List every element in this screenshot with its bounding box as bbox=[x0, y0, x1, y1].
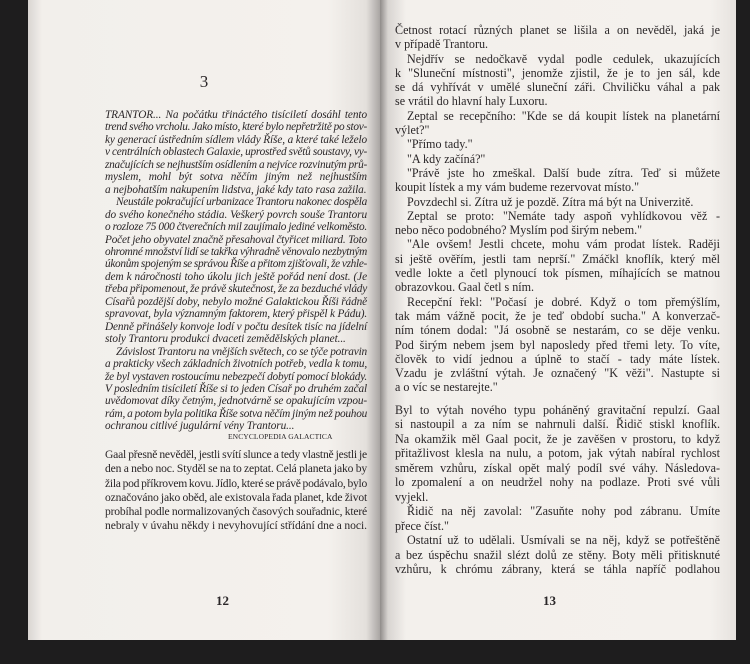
text-line bbox=[105, 171, 367, 183]
paragraph bbox=[395, 166, 720, 195]
text-line bbox=[105, 296, 367, 308]
text-line bbox=[105, 308, 367, 320]
text-line-content: Závislost Trantoru na vnějších světech, co se týče potravin bbox=[116, 345, 367, 358]
paragraph bbox=[395, 504, 720, 533]
paragraph bbox=[105, 196, 367, 345]
text-line-content: "Právě jste ho zmeškal. Další bude zítra. Teď si můžete bbox=[407, 165, 720, 180]
text-line bbox=[105, 383, 367, 395]
text-line-content: stoly Trantoru produkci dvaceti zemědělských planet... bbox=[105, 333, 346, 346]
text-line bbox=[395, 80, 720, 94]
text-line-content: v centrálních oblastech Galaxie, uprostřed světů soustavy, vy- bbox=[105, 146, 367, 159]
text-line-content: Povzdechl si. Zítra už je pozdě. Zítra má být na Univerzitě. bbox=[407, 194, 694, 209]
paragraph bbox=[395, 23, 720, 52]
quote-source: ENCYCLOPEDIA GALACTICA bbox=[228, 432, 333, 441]
text-line bbox=[105, 505, 367, 519]
text-line bbox=[105, 283, 367, 295]
text-line bbox=[395, 403, 720, 417]
text-line-content: Četnost rotací různých planet se lišila a on nevěděl, jaká je bbox=[395, 23, 720, 37]
text-line bbox=[395, 37, 720, 51]
text-line bbox=[395, 366, 720, 380]
text-line bbox=[395, 209, 720, 223]
text-line bbox=[105, 221, 367, 233]
text-line bbox=[105, 477, 367, 491]
text-line-content: Nejdřív se nedočkavě vydal podle cedulek, ukazujících bbox=[407, 51, 720, 66]
text-line bbox=[395, 323, 720, 337]
text-line bbox=[395, 123, 720, 137]
text-line-content: přece číst." bbox=[395, 518, 449, 533]
page-number: 12 bbox=[216, 593, 229, 608]
text-line bbox=[105, 246, 367, 258]
text-line bbox=[395, 446, 720, 460]
text-line bbox=[105, 196, 367, 208]
text-line bbox=[105, 271, 367, 283]
text-line bbox=[395, 137, 720, 151]
text-line-content: spravovat, byla významným faktorem, který přispěl k Pádu). bbox=[105, 308, 367, 321]
text-line-content: Zeptal se proto: "Nemáte tady aspoň vyhlídkovou věž - bbox=[407, 208, 720, 223]
page-number: 13 bbox=[543, 593, 556, 608]
text-line bbox=[395, 195, 720, 209]
paragraph bbox=[395, 152, 720, 166]
text-line bbox=[395, 109, 720, 123]
text-line-content: Neustále pokračující urbanizace Trantoru nakonec dospěla bbox=[116, 196, 367, 209]
text-line-content: dem k náročnosti toho úkolu jich ještě pořád není dost. (Je bbox=[105, 270, 367, 283]
text-line-content: myslem, mohl být sotva něčím jiným než nejhustším bbox=[105, 171, 367, 184]
text-line bbox=[395, 562, 720, 576]
text-line bbox=[395, 548, 720, 562]
text-line-content: značujících se nejhustším osídlením a nejvíce rozvinutým prů- bbox=[105, 158, 367, 171]
text-line bbox=[395, 66, 720, 80]
text-line-content: o rozloze 75 000 čtverečních mil zaujímalo jediné velkoměsto. bbox=[105, 221, 367, 234]
text-line-content: nebraly v úvahu někdy i nevyhovující střídání dne a noci. bbox=[105, 519, 367, 533]
text-line-content: lo zpomalení a on neudržel nohy na podlaze. Proti své vůli bbox=[395, 475, 720, 490]
text-line bbox=[105, 109, 367, 121]
paragraph bbox=[395, 403, 720, 504]
text-line-content: ním tónem dodal: "Já osobně se nestarám, co se děje venku. bbox=[395, 323, 720, 338]
text-line-content: Pod širým nebem jsem byl naposledy před třemi lety. To víte, bbox=[395, 337, 720, 352]
text-line bbox=[395, 380, 720, 394]
text-line bbox=[395, 417, 720, 431]
paragraph bbox=[395, 137, 720, 151]
text-line-content: uvědomovat díky četným, jednotvárně se opakujícím vzpou- bbox=[105, 395, 367, 408]
text-line-content: směrem vzhůru, získal opět malý podíl své váhy. Následova- bbox=[395, 460, 720, 475]
text-line-content: Byl to výtah nového typu poháněný gravitační repulzí. Gaal bbox=[395, 403, 720, 417]
text-line-content: v případě Trantoru. bbox=[395, 37, 489, 52]
text-line bbox=[395, 519, 720, 533]
text-line-content: rám, a potom byla politika Říše sotva něčím jiným než pouhou bbox=[105, 407, 367, 420]
text-line-content: "Ale ovšem! Jestli chcete, mohu vám prodat lístek. Raději bbox=[407, 237, 720, 252]
body-text-section-2 bbox=[395, 403, 720, 576]
text-line bbox=[105, 448, 367, 462]
text-line bbox=[395, 461, 720, 475]
text-line bbox=[395, 166, 720, 180]
paragraph bbox=[105, 346, 367, 433]
text-line bbox=[105, 121, 367, 133]
text-line bbox=[105, 358, 367, 370]
text-line bbox=[395, 352, 720, 366]
text-line bbox=[395, 309, 720, 323]
paragraph bbox=[395, 533, 720, 576]
paragraph bbox=[395, 295, 720, 395]
text-line-content: Ostatní už to udělali. Usmívali se na něj, když se potřeštěně bbox=[407, 533, 720, 548]
text-line bbox=[105, 491, 367, 505]
text-line-content: si ještě ověřím, jestli tam neprší." Zmáčkl knoflík, který měl bbox=[395, 251, 720, 266]
text-line bbox=[395, 338, 720, 352]
text-line-content: trend svého vrcholu. Jako místo, které bylo nepřetržitě po stov- bbox=[105, 121, 367, 134]
text-line bbox=[395, 237, 720, 251]
text-line bbox=[395, 295, 720, 309]
text-line bbox=[395, 533, 720, 547]
text-line-content: tak mám vážně pocit, že je teď období sucha." A konverzač- bbox=[395, 308, 720, 323]
text-line bbox=[395, 504, 720, 518]
text-line-content: se dá vyhřívát v umělé sluneční záři. Chviličku váhal a pak bbox=[395, 80, 720, 95]
text-line bbox=[105, 462, 367, 476]
text-line bbox=[105, 134, 367, 146]
text-line bbox=[105, 146, 367, 158]
text-line-content: Recepční řekl: "Počasí je dobré. Když o tom přemýšlím, bbox=[407, 294, 720, 309]
text-line bbox=[105, 234, 367, 246]
paragraph bbox=[395, 237, 720, 294]
text-line-content: "Přímo tady." bbox=[407, 137, 473, 152]
text-line-content: V posledním tisíciletí Říše si to jeden Císař po druhém začal bbox=[105, 382, 367, 395]
text-line bbox=[395, 280, 720, 294]
text-line bbox=[395, 432, 720, 446]
text-line-content: den a nebo noc. Styděl se na to zeptat. Celá planeta jako by bbox=[105, 462, 367, 476]
text-line bbox=[105, 420, 367, 432]
text-line-content: Zeptal se recepčního: "Kde se dá koupit lístek na planetární bbox=[407, 108, 720, 123]
text-line bbox=[395, 223, 720, 237]
text-line-content: do svého konečného stádia. Veškerý povrch souše Trantoru bbox=[105, 208, 367, 221]
text-line bbox=[395, 152, 720, 166]
text-line bbox=[105, 408, 367, 420]
text-line bbox=[105, 159, 367, 171]
text-line bbox=[395, 475, 720, 489]
paragraph bbox=[395, 195, 720, 209]
text-line-content: označováno jako oběd, ale existovala řada planet, kde život bbox=[105, 490, 367, 504]
text-line bbox=[105, 209, 367, 221]
text-line-content: vedle lokte a četl plynoucí tok písmen, míhajících se matnou bbox=[395, 266, 720, 281]
text-line-content: žila pod příkrovem kovu. Jídlo, které se právě podávalo, bylo bbox=[105, 476, 367, 490]
text-line-content: Na okamžik měl Gaal pocit, že je zavěšen v prostoru, to když bbox=[395, 431, 720, 446]
text-line-content: Gaal přesně nevěděl, jestli svítí slunce a tedy vlastně jestli je bbox=[105, 448, 367, 461]
text-line-content: ochranou citlivé jugulární vény Trantoru... bbox=[105, 420, 295, 433]
text-line-content: obrazovkou. Gaal četl s ním. bbox=[395, 280, 535, 295]
text-line-content: se vrátil do hlavní haly Luxoru. bbox=[395, 94, 548, 109]
text-line-content: a bez úspěchu snažil slézt dolů ze stěny. Boty měli přitisknuté bbox=[395, 547, 720, 562]
text-line-content: vyjekl. bbox=[395, 489, 429, 504]
body-text-section-1 bbox=[395, 23, 720, 395]
text-line-content: k "Sluneční místnosti", jenomže zjistil, že je to jen sál, kde bbox=[395, 65, 720, 80]
text-line-content: vzhůru, k chrómu zábrany, která se táhla napříč podlahou bbox=[395, 561, 720, 576]
text-line-content: úkonům spojeným se správou Říše a přitom zjišťovali, že vzhle- bbox=[105, 258, 367, 271]
text-line bbox=[395, 52, 720, 66]
text-line bbox=[395, 23, 720, 37]
text-line bbox=[395, 252, 720, 266]
text-line-content: Počet jeho obyvatel značně přesahoval čtyřicet miliard. Toto bbox=[105, 233, 367, 246]
body-text bbox=[105, 448, 367, 534]
text-line-content: třeba připomenout, že právě skutečnost, že za bezduché vlády bbox=[105, 283, 367, 296]
paragraph bbox=[395, 52, 720, 109]
text-line-content: ohromné množství lidí se takřka výhradně věnovalo nezbytným bbox=[105, 245, 367, 258]
text-line bbox=[105, 346, 367, 358]
left-page bbox=[28, 0, 380, 640]
text-line bbox=[105, 184, 367, 196]
paragraph bbox=[395, 209, 720, 238]
text-line bbox=[105, 371, 367, 383]
text-line-content: že byl vystaven rostoucímu nebezpečí dobytí pomocí blokády. bbox=[105, 370, 367, 383]
text-line bbox=[105, 333, 367, 345]
paragraph bbox=[395, 109, 720, 138]
text-line bbox=[395, 94, 720, 108]
text-line bbox=[105, 519, 367, 533]
text-line-content: a prakticky všech základních životních potřeb, vedla k tomu, bbox=[105, 358, 367, 371]
text-line-content: Řidič na něj zavolal: "Zasuňte nohy pod zábranu. Umíte bbox=[407, 504, 720, 519]
text-line bbox=[105, 258, 367, 270]
text-line-content: nebo něco podobného? Myslím pod širým nebem." bbox=[395, 223, 643, 238]
chapter-number: 3 bbox=[199, 72, 209, 91]
text-line bbox=[395, 180, 720, 194]
paragraph bbox=[105, 109, 367, 196]
text-line-content: si nastoupil a za ním se nahrnuli další. Řidič stiskl knoflík. bbox=[395, 417, 720, 432]
text-line-content: a o víc se nestarejte." bbox=[395, 380, 498, 395]
text-line-content: Vzadu je zvláštní výtah. Je označený "K věži". Nastupte si bbox=[395, 366, 720, 381]
right-page bbox=[380, 0, 736, 640]
text-line-content: ky generací ústředním sídlem vlády Říše, a které také leželo bbox=[105, 133, 367, 146]
text-line-content: "A kdy začíná?" bbox=[407, 151, 486, 166]
text-line bbox=[105, 395, 367, 407]
encyclopedia-quote bbox=[105, 109, 367, 433]
text-line-content: výlet?" bbox=[395, 123, 430, 138]
text-line-content: člověk to vidí jednou a úplně to stačí - tady máte lístek. bbox=[395, 351, 720, 366]
text-line-content: přitažlivost klesla na nulu, a potom, jak výtah nabíral rychlost bbox=[395, 446, 720, 461]
text-line bbox=[395, 266, 720, 280]
text-line-content: Císařů pozdější doby, nebylo možné Galaktickou Říši řádně bbox=[105, 295, 367, 308]
text-line-content: a nejbohatším nakupením lidstva, jaké kdy tato rasa zažila. bbox=[105, 183, 367, 196]
text-line-content: Denně přinášely konvoje lodí v počtu desítek tisíc na jídelní bbox=[105, 320, 367, 333]
text-line bbox=[395, 490, 720, 504]
text-line-content: probíhal podle normalizovaných časových souřadnic, které bbox=[105, 505, 367, 519]
text-line bbox=[105, 321, 367, 333]
text-line-content: koupit lístek a my vám budeme rezervovat místo." bbox=[395, 180, 640, 195]
text-line-content: TRANTOR... Na počátku třináctého tisíciletí dosáhl tento bbox=[105, 109, 367, 121]
paragraph bbox=[105, 448, 367, 534]
